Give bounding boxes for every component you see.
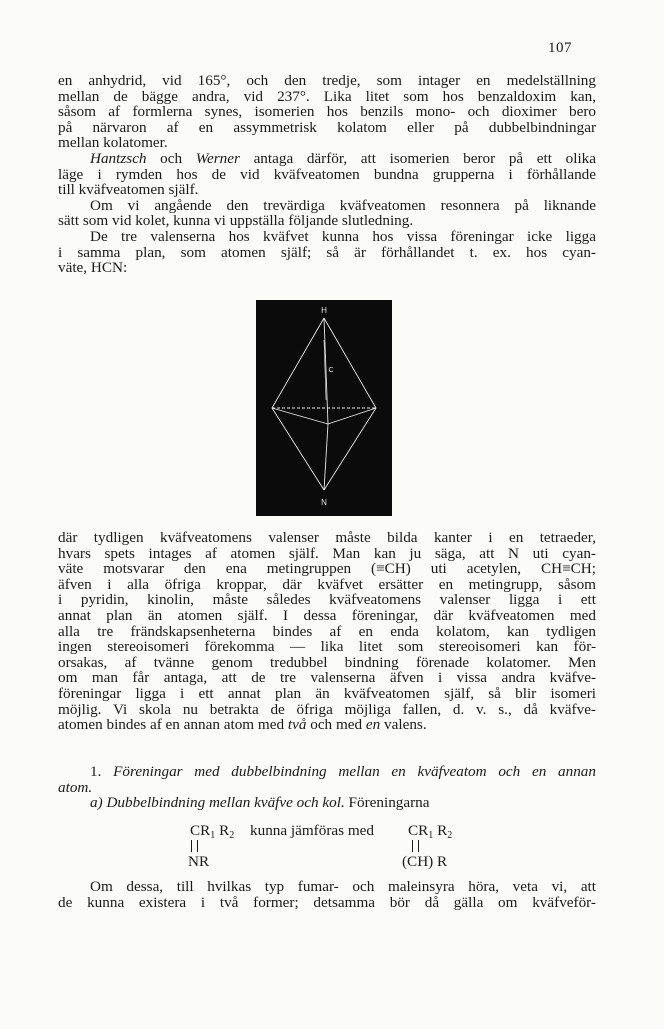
text-line: i pyridin, kinolin, måste således kväfveatomens valenser ligga i ett bbox=[58, 591, 596, 609]
text-line: Om vi angående den trevärdiga kväfveatomen resonnera på liknande bbox=[90, 196, 596, 214]
text-line: om man får antaga, att de tre valenserna äfven i vissa andra kväfve- bbox=[58, 669, 596, 687]
formula-left-top: $CR_1$ $R_2$ bbox=[190, 822, 235, 841]
text-fragment: Föreningarna bbox=[344, 794, 430, 812]
section-title: atom. bbox=[58, 778, 93, 796]
edge-line bbox=[324, 318, 376, 408]
subsection-heading bbox=[58, 795, 596, 811]
text-line: Om dessa, till hvilkas typ fumar- och maleinsyra höra, veta vi, att bbox=[90, 878, 596, 895]
text-line: de kunna existera i två former; detsamma bör då gälla om kväfveför- bbox=[58, 893, 596, 911]
formula-comparison-text: kunna jämföras med bbox=[250, 822, 374, 839]
section-number: 1. bbox=[90, 763, 102, 780]
atom-label-n: N bbox=[321, 498, 327, 507]
text-line bbox=[58, 151, 596, 167]
text-line: äfven i alla öfriga kroppar, där kväfvet ersätter en metingrupp, såsom bbox=[58, 575, 596, 593]
text-fragment: valens. bbox=[380, 716, 427, 734]
edge-line bbox=[324, 424, 328, 490]
text-line: väte motsvarar den ena metingruppen (≡CH) uti acetylen, CH≡CH; bbox=[58, 560, 596, 578]
text-line: på närvaron af en assymmetrisk kolatom eller på dubbelbindningar bbox=[58, 118, 596, 136]
atom-label-c: C bbox=[328, 367, 334, 374]
text-line: väte, HCN: bbox=[58, 259, 128, 277]
formula-right-top: $CR_1$ $R_2$ bbox=[408, 822, 453, 841]
text-line: annat plan än atomen själf. I dessa föreningar, där kväfveatomen med bbox=[58, 606, 596, 624]
formula-left-bottom: NR bbox=[188, 853, 210, 870]
text-block-bottom bbox=[58, 879, 596, 910]
text-fragment: antaga därför, att isomerien beror på ett olika bbox=[239, 149, 596, 167]
text-block-top bbox=[58, 73, 596, 276]
text-line: sätt som vid kolet, kunna vi uppställa följande slutledning. bbox=[58, 212, 414, 230]
edge-line bbox=[328, 408, 376, 424]
text-fragment: atomen bindes af en annan atom med bbox=[58, 716, 288, 734]
text-line: där tydligen kväfveatomens valenser måste bilda kanter i en tetraeder, bbox=[58, 529, 596, 546]
edge-line bbox=[324, 408, 376, 490]
subsection-title: a) Dubbelbindning mellan kväfve och kol. bbox=[90, 794, 345, 812]
text-line: möjlig. Vi skola nu betrakta de öfriga möjliga fallen, d. v. s., då kväfve- bbox=[58, 700, 596, 718]
author-name: Hantzsch bbox=[90, 149, 147, 167]
text-line: mellan de bägge andra, vid 237°. Lika litet som hos benzaldoxim kan, bbox=[58, 87, 596, 105]
text-fragment: och med bbox=[306, 716, 366, 734]
section-heading-continued bbox=[58, 780, 596, 796]
text-block-middle bbox=[58, 530, 596, 733]
text-line: De tre valenserna hos kväfvet kunna hos vissa föreningar icke ligga bbox=[90, 227, 596, 245]
emphasis: två bbox=[287, 716, 307, 734]
text-line: orsakas, af tvänne genom tredubbel bindning förenade kolatomer. Men bbox=[58, 653, 596, 671]
conjunction: och bbox=[146, 149, 196, 167]
atom-label-h: H bbox=[321, 306, 327, 315]
section-heading-block bbox=[58, 764, 596, 811]
text-line bbox=[58, 717, 596, 733]
author-name: Werner bbox=[195, 149, 240, 167]
text-line: en anhydrid, vid 165°, och den tredje, som intager en medelställning bbox=[58, 72, 596, 89]
section-title: Föreningar med dubbelbindning mellan en kväfveatom och en annan bbox=[113, 763, 596, 780]
tetrahedron-figure bbox=[256, 300, 392, 516]
edge-line bbox=[272, 318, 324, 408]
text-line: föreningar ligga i ett annat plan än kväfveatomen själf, så blir isomeri bbox=[58, 684, 596, 702]
text-line: ingen stereoisomeri förekomma — lika litet som stereoisomeri kan för- bbox=[58, 638, 596, 656]
section-heading bbox=[58, 764, 596, 780]
text-line: i samma plan, som atomen själf; så är förhållandet t. ex. hos cyan- bbox=[58, 243, 596, 261]
double-bond-right bbox=[412, 840, 419, 852]
text-line: alla tre frändskapsenheterna bindes af en enda kolatom, kan tydligen bbox=[58, 622, 596, 640]
text-line: till kväfveatomen själf. bbox=[58, 181, 199, 199]
text-line: mellan kolatomer. bbox=[58, 134, 168, 152]
text-line: hvars spets intages af atomen själf. Man kan ju säga, att N uti cyan- bbox=[58, 544, 596, 562]
text-line: läge i rymden hos de vid kväfveatomen bundna grupperna i förhållande bbox=[58, 165, 596, 183]
page-number: 107 bbox=[548, 40, 572, 56]
double-bond-left bbox=[191, 840, 198, 852]
formula-right-bottom: (CH) R bbox=[402, 853, 448, 870]
text-line: såsom af formlerna synes, isomerien hos benzils mono- och dioximer bero bbox=[58, 103, 596, 121]
emphasis: en bbox=[365, 716, 381, 734]
tetrahedron-drawing bbox=[256, 300, 392, 516]
